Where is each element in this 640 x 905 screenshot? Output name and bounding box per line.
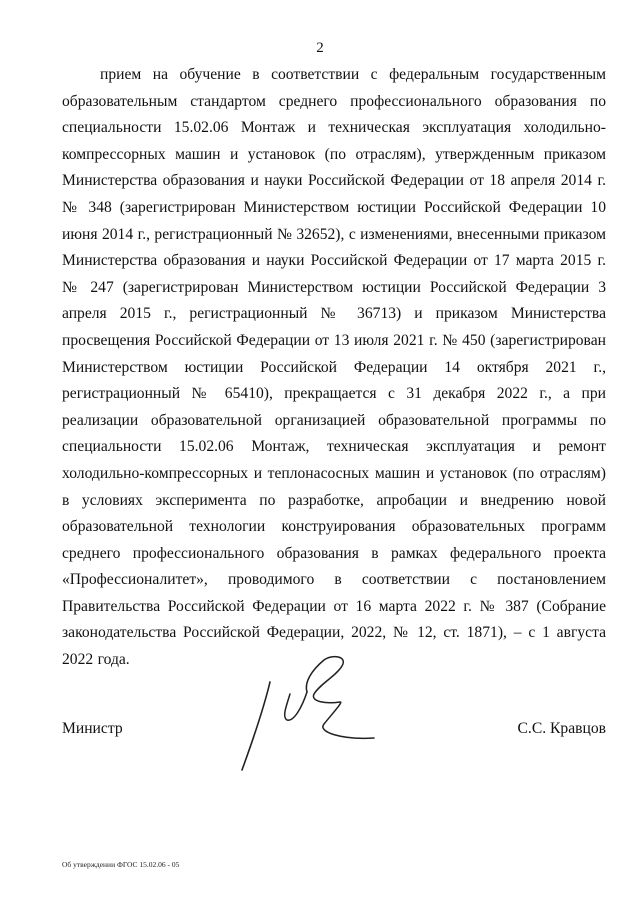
handwritten-signature <box>232 652 382 777</box>
page-number: 2 <box>316 40 324 56</box>
body-paragraph: прием на обучение в соответствии с федеральным государственным образовательным стандартом среднего профессионального образования по специальности 15.02.06 Монтаж и техническая эксплуатация холодильно-компрессорных машин и установок (по отраслям), утвержденным приказом Министерства образования и науки Российской Федерации от 18 апреля 2014 г. № 348 (зарегистрирован Министерством юстиции Российской Федерации 10 июня 2014 г., регистрационный № 32652), с изменениями, внесенными приказом Министерства образования и науки Российской Федерации от 17 марта 2015 г. № 247 (зарегистрирован Министерством юстиции Российской Федерации 3 апреля 2015 г., регистрационный № 36713) и приказом Министерства просвещения Российской Федерации от 13 июля 2021 г. № 450 (зарегистрирован Министерством юстиции Российской Федерации 14 октября 2021 г., регистрационный № 65410), прекращается с 31 декабря 2022 г., а при реализации образовательной организацией образовательной программы по специальности 15.02.06 Монтаж, техническая эксплуатация и ремонт холодильно-компрессорных и теплонасосных машин и установок (по отраслям) в условиях эксперимента по разработке, апробации и внедрению новой образовательной технологии конструирования образовательных программ среднего профессионального образования в рамках федерального проекта «Профессионалитет», проводимого в соответствии с постановлением Правительства Российской Федерации от 16 марта 2022 г. № 387 (Собрание законодательства Российской Федерации, 2022, № 12, ст. 1871), – с 1 августа 2022 года. <box>62 66 606 669</box>
signatory-title: Министр <box>62 720 123 737</box>
signatory-name: С.С. Кравцов <box>517 720 606 737</box>
footer-note: Об утверждении ФГОС 15.02.06 - 05 <box>62 860 180 869</box>
